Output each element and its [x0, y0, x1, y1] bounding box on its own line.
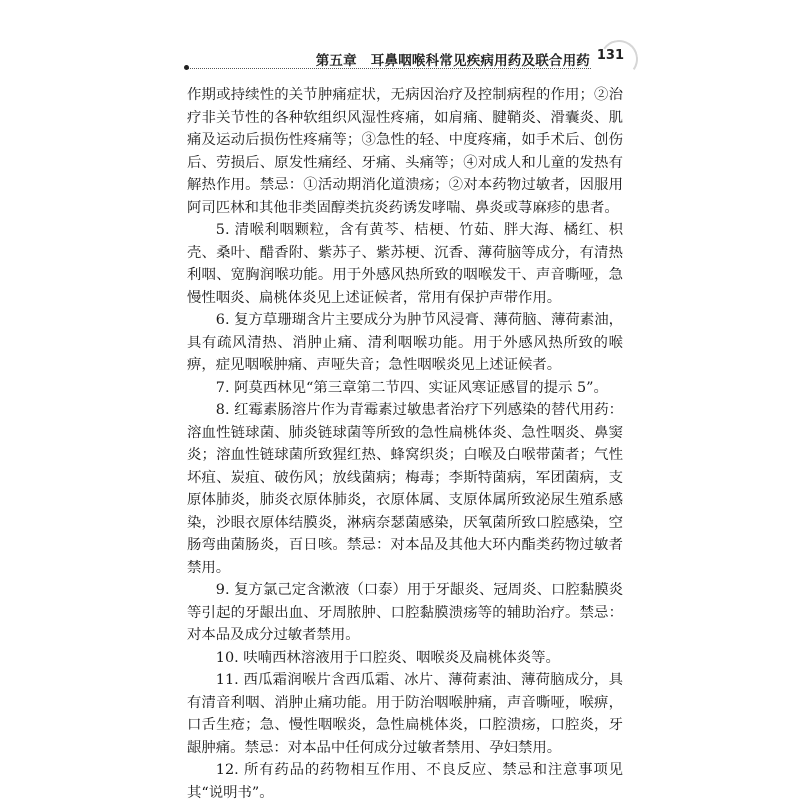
- body-text: [187, 84, 623, 804]
- running-header: [186, 40, 624, 70]
- paragraph-item-10: 10. 呋喃西林溶液用于口腔炎、咽喉炎及扁桃体炎等。: [215, 649, 560, 666]
- paragraph-continuation: 作期或持续性的关节肿痛症状，无病因治疗及控制病程的作用；②治疗非关节性的各种软组织风湿性疼痛，如肩痛、腱鞘炎、滑囊炎、肌痛及运动后损伤性疼痛等；③急性的轻、中度疼痛，如手术后、创伤后、劳损后、原发性痛经、牙痛、头痛等；④对成人和儿童的发热有解热作用。禁忌：①活动期消化道溃疡；②对本药物过敏者，因服用阿司匹林和其他非类固醇类抗炎药诱发哮喘、鼻炎或荨麻疹的患者。: [187, 87, 623, 216]
- paragraph-item-6: 6. 复方草珊瑚含片主要成分为肿节风浸膏、薄荷脑、薄荷素油，具有疏风清热、消肿止痛、清利咽喉功能。用于外感风热所致的喉痹，症见咽喉肿痛、声哑失音；急性咽喉炎见上述证候者。: [187, 312, 623, 373]
- page-number: 131: [596, 48, 624, 63]
- chapter-label: 第五章: [315, 53, 357, 69]
- paragraph-item-11: 11. 西瓜霜润喉片含西瓜霜、冰片、薄荷素油、薄荷脑成分，具有清音利咽、消肿止痛功能。用于防治咽喉肿痛，声音嘶哑，喉痹，口舌生疮；急、慢性咽喉炎，急性扁桃体炎，口腔溃疡，口腔炎，牙龈肿痛。禁忌：对本品中任何成分过敏者禁用、孕妇禁用。: [187, 672, 623, 756]
- header-title: [316, 49, 590, 69]
- paragraph-item-8: 8. 红霉素肠溶片作为青霉素过敏患者治疗下列感染的替代用药：溶血性链球菌、肺炎链球菌等所致的急性扁桃体炎、急性咽炎、鼻窦炎；溶血性链球菌所致猩红热、蜂窝织炎；白喉及白喉带菌者；气性坏疽、炭疽、破伤风；放线菌病；梅毒；李斯特菌病，军团菌病，支原体肺炎，肺炎衣原体肺炎，衣原体属、支原体属所致泌尿生殖系感染，沙眼衣原体结膜炎，淋病奈瑟菌感染，厌氧菌所致口腔感染，空肠弯曲菌肠炎，百日咳。禁忌：对本品及其他大环内酯类药物过敏者禁用。: [187, 402, 623, 576]
- paragraph-item-5: 5. 清喉利咽颗粒，含有黄芩、桔梗、竹茹、胖大海、橘红、枳壳、桑叶、醋香附、紫苏子、紫苏梗、沉香、薄荷脑等成分，有清热利咽、宽胸润喉功能。用于外感风热所致的咽喉发干、声音嘶哑，急慢性咽炎、扁桃体炎见上述证候者，常用有保护声带作用。: [187, 222, 623, 306]
- paragraph-item-9: 9. 复方氯己定含漱液（口泰）用于牙龈炎、冠周炎、口腔黏膜炎等引起的牙龈出血、牙周脓肿、口腔黏膜溃疡等的辅助治疗。禁忌：对本品及成分过敏者禁用。: [187, 582, 623, 643]
- chapter-title: 耳鼻咽喉科常见疾病用药及联合用药: [370, 53, 590, 69]
- header-dotted-rule: [186, 68, 591, 69]
- paragraph-item-7: 7. 阿莫西林见“第三章第二节四、实证风寒证感冒的提示 5”。: [215, 379, 608, 396]
- paragraph-item-12: 12. 所有药品的药物相互作用、不良反应、禁忌和注意事项见其“说明书”。: [187, 762, 623, 801]
- header-rule-bullet-dot: [184, 65, 189, 70]
